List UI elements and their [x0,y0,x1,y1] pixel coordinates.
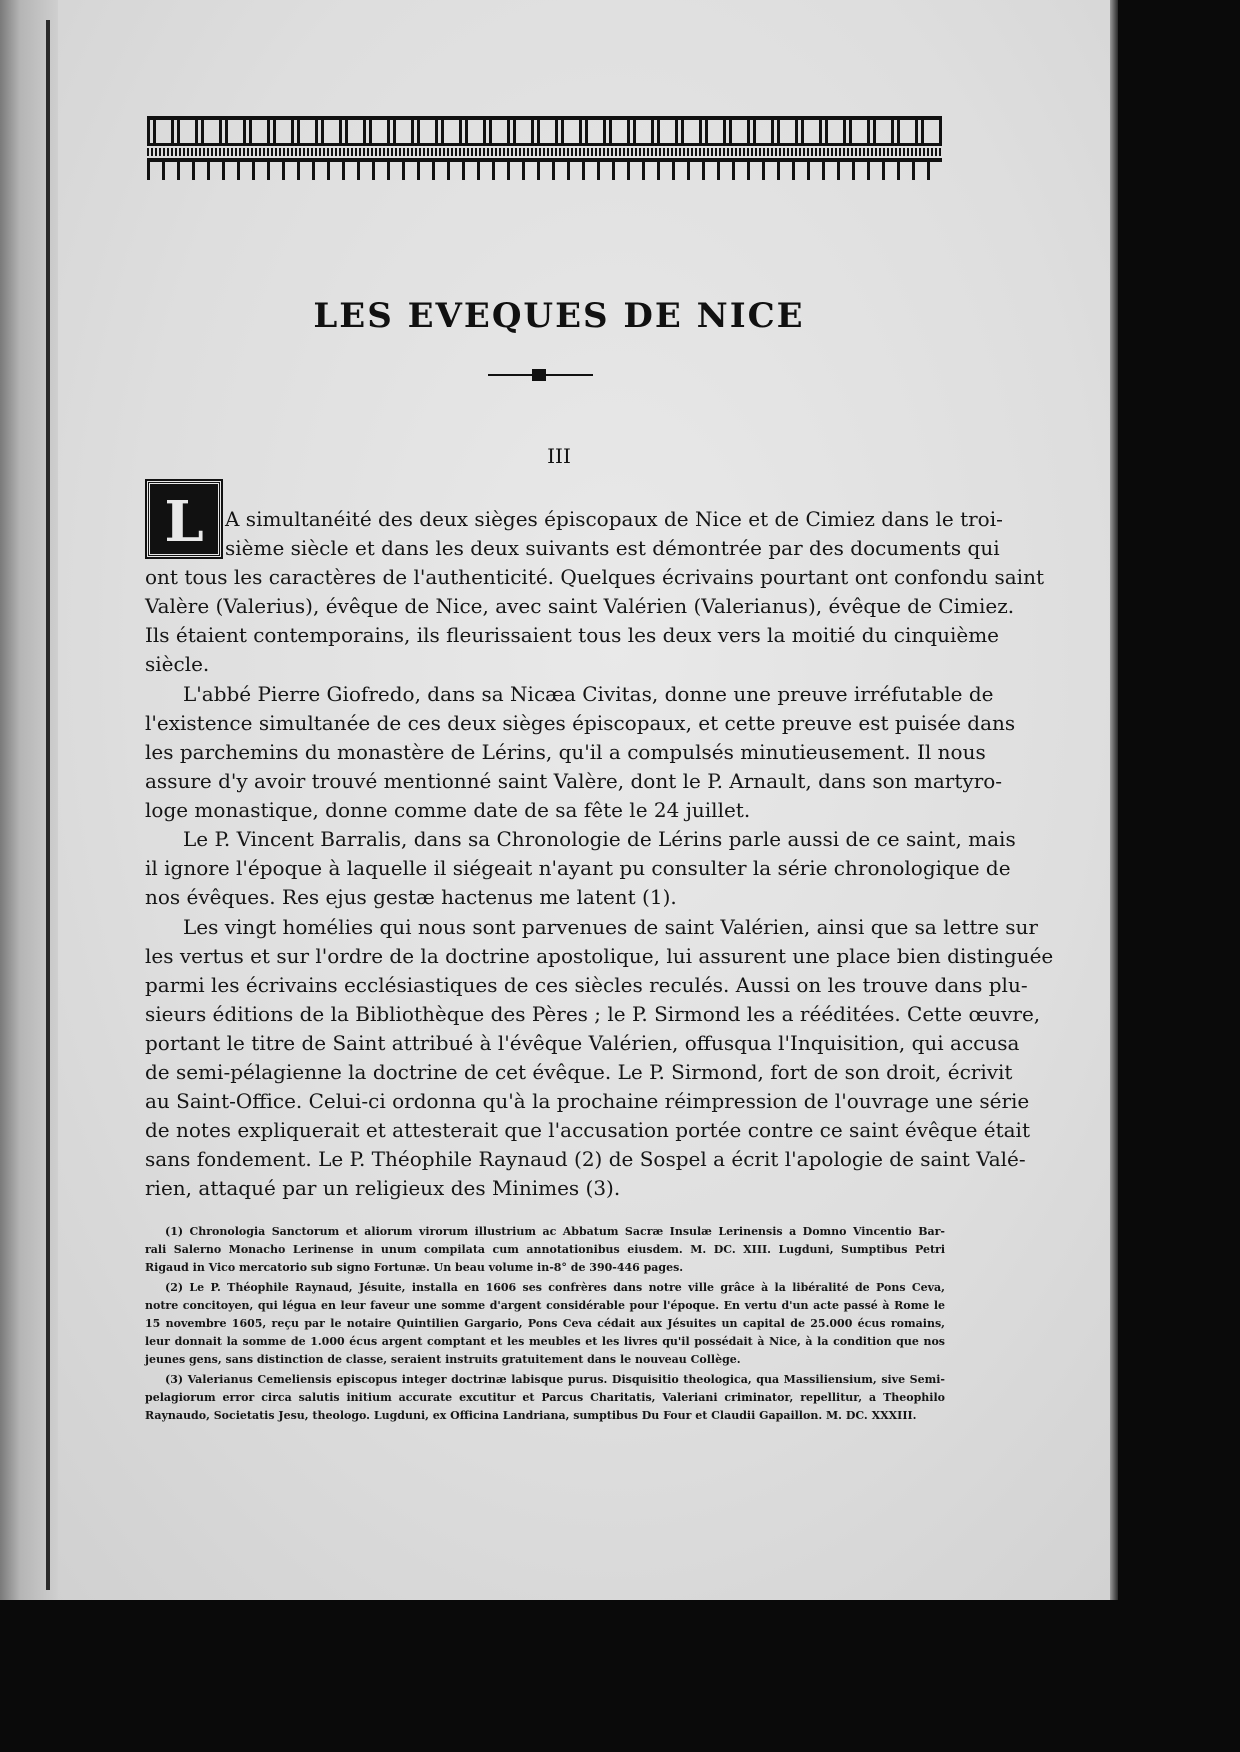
footnote-line: jeunes gens, sans distinction de classe, seraient instruits gratuitement dans le nouveau Collège. [145,1353,741,1366]
body-line: assure d'y avoir trouvé mentionné saint Valère, dont le P. Arnault, dans son martyro- [145,769,1003,793]
body-line: sieurs éditions de la Bibliothèque des Pères ; le P. Sirmond les a rééditées. Cette œuvre, [145,1002,1041,1026]
body-line: loge monastique, donne comme date de sa fête le 24 juillet. [145,798,751,822]
body-line: de semi-pélagienne la doctrine de cet évêque. Le P. Sirmond, fort de son droit, écrivit [145,1060,1013,1084]
body-line: Le P. Vincent Barralis, dans sa Chronologie de Lérins parle aussi de ce saint, mais [183,827,1016,851]
footnote-line: Raynaudo, Societatis Jesu, theologo. Lugduni, ex Officina Landriana, sumptibus Du Four et Claudii Gapaillon. M. DC. XXXIII. [145,1409,917,1422]
header-ornament-middle [147,148,942,156]
body-line: ont tous les caractères de l'authenticité. Quelques écrivains pourtant ont confondu saint [145,565,1044,589]
body-line: A simultanéité des deux sièges épiscopaux de Nice et de Cimiez dans le troi- [225,507,1003,531]
page-title: LES EVEQUES DE NICE [313,296,805,336]
body-line: parmi les écrivains ecclésiastiques de ces siècles reculés. Aussi on les trouve dans plu- [145,973,1028,997]
body-line: nos évêques. Res ejus gestæ hactenus me latent (1). [145,885,677,909]
body-line: il ignore l'époque à laquelle il siégeait n'ayant pu consulter la série chronologique de [145,856,1011,880]
title-divider-ornament [532,369,546,381]
footnote-line: notre concitoyen, qui légua en leur faveur une somme d'argent considérable pour l'époque. En vertu d'un acte passé à Rome le [145,1299,945,1312]
body-line: au Saint-Office. Celui-ci ordonna qu'à la prochaine réimpression de l'ouvrage une série [145,1089,1030,1113]
body-line: L'abbé Pierre Giofredo, dans sa Nicæa Civitas, donne une preuve irréfutable de [183,682,994,706]
page-right-edge [1110,0,1118,1600]
footnote-line: pelagiorum error circa salutis initium accurate excutitur et Parcus Charitatis, Valeriani criminator, repellitur, a Theophilo [145,1391,945,1404]
body-line: Valère (Valerius), évêque de Nice, avec saint Valérien (Valerianus), évêque de Cimiez. [145,594,1015,618]
footnote-line: (2) Le P. Théophile Raynaud, Jésuite, installa en 1606 ses confrères dans notre ville grâce à la libéralité de Pons Ceva, [165,1281,945,1294]
body-line: siècle. [145,652,210,676]
header-ornament-fringe [147,158,942,180]
footnote-line: (1) Chronologia Sanctorum et aliorum virorum illustrium ac Abbatum Sacræ Insulæ Lerinensis a Domno Vincentio Bar- [165,1225,945,1238]
body-line: rien, attaqué par un religieux des Minimes (3). [145,1176,621,1200]
drop-cap-initial: L [147,481,221,557]
header-ornament-top [147,116,942,146]
body-line: les parchemins du monastère de Lérins, qu'il a compulsés minutieusement. Il nous [145,740,986,764]
footnote-line: leur donnait la somme de 1.000 écus argent comptant et les meubles et les livres qu'il possédait à Nice, à la condition que nos [145,1335,945,1348]
body-line: l'existence simultanée de ces deux sièges épiscopaux, et cette preuve est puisée dans [145,711,1016,735]
footnote-line: (3) Valerianus Cemeliensis episcopus integer doctrinæ labisque purus. Disquisitio theologica, qua Massiliensium, sive Semi- [165,1373,945,1386]
section-number: III [547,444,571,468]
footnote-line: Rigaud in Vico mercatorio sub signo Fortunæ. Un beau volume in-8° de 390-446 pages. [145,1261,684,1274]
scan-background-right [1118,0,1240,1752]
body-line: Ils étaient contemporains, ils fleurissaient tous les deux vers la moitié du cinquième [145,623,1000,647]
body-line: sième siècle et dans les deux suivants est démontrée par des documents qui [225,536,1000,560]
binding-edge [46,20,50,1590]
footnote-line: 15 novembre 1605, reçu par le notaire Quintilien Gargario, Pons Ceva cédait aux Jésuites un capital de 25.000 écus romains, [145,1317,945,1330]
footnote-line: rali Salerno Monacho Lerinense in unum compilata cum annotationibus eiusdem. M. DC. XIII. Lugduni, Sumptibus Petri [145,1243,945,1256]
body-line: Les vingt homélies qui nous sont parvenues de saint Valérien, ainsi que sa lettre sur [183,915,1038,939]
body-line: les vertus et sur l'ordre de la doctrine apostolique, lui assurent une place bien distinguée [145,944,1054,968]
body-line: sans fondement. Le P. Théophile Raynaud (2) de Sospel a écrit l'apologie de saint Valé- [145,1147,1026,1171]
body-line: portant le titre de Saint attribué à l'évêque Valérien, offusqua l'Inquisition, qui accusa [145,1031,1020,1055]
body-line: de notes expliquerait et attesterait que l'accusation portée contre ce saint évêque était [145,1118,1030,1142]
